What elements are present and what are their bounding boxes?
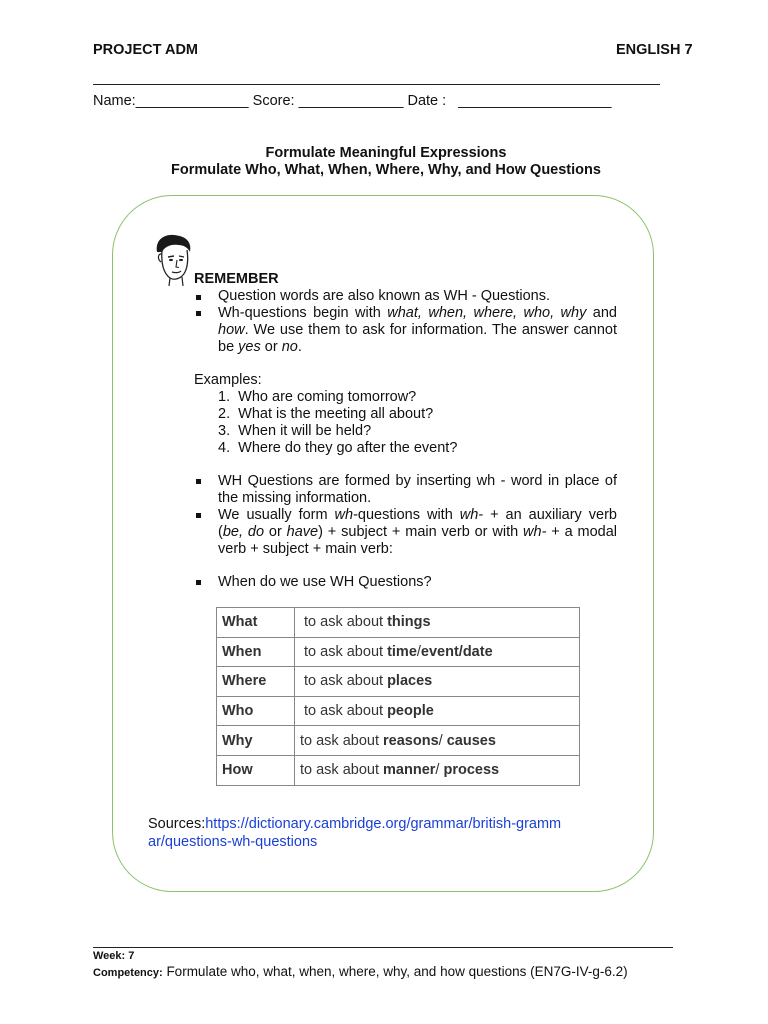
lesson-subtitle: Formulate Who, What, When, Where, Why, and How Questions bbox=[171, 162, 601, 178]
table-row bbox=[217, 696, 580, 726]
wh-usage-cell: to ask about time/event/date bbox=[295, 637, 580, 667]
date-blank[interactable]: ___________________ bbox=[458, 93, 612, 109]
table-row bbox=[217, 726, 580, 756]
wh-usage-cell: to ask about places bbox=[295, 667, 580, 697]
source-link[interactable]: https://dictionary.cambridge.org/grammar/british-grammar/questions-wh-questions bbox=[148, 816, 562, 850]
bullet-marker bbox=[196, 580, 201, 585]
face-illustration-icon bbox=[148, 232, 196, 288]
project-title: PROJECT ADM bbox=[93, 42, 198, 58]
week-label: Week: 7 bbox=[93, 950, 135, 962]
wh-word-cell: Who bbox=[217, 696, 295, 726]
example-item: 4. Where do they go after the event? bbox=[218, 440, 458, 456]
bullet-wh-formed: WH Questions are formed by inserting wh - word in place of the missing information. bbox=[218, 473, 617, 506]
subject-title: ENGLISH 7 bbox=[616, 42, 693, 58]
table-row bbox=[217, 667, 580, 697]
lesson-title: Formulate Meaningful Expressions bbox=[265, 145, 507, 161]
bullet-marker bbox=[196, 295, 201, 300]
wh-word-cell: When bbox=[217, 637, 295, 667]
wh-word-cell: Where bbox=[217, 667, 295, 697]
table-row bbox=[217, 755, 580, 785]
bullet-marker bbox=[196, 311, 201, 316]
student-info-row bbox=[93, 93, 612, 109]
wh-word-cell: What bbox=[217, 608, 295, 638]
score-label: Score: bbox=[252, 93, 295, 109]
example-item: 3. When it will be held? bbox=[218, 423, 372, 439]
wh-word-cell: How bbox=[217, 755, 295, 785]
name-blank[interactable]: ______________ bbox=[135, 93, 249, 109]
examples-label: Examples: bbox=[194, 372, 262, 388]
sources-citation bbox=[148, 815, 568, 851]
example-item: 1. Who are coming tomorrow? bbox=[218, 389, 417, 405]
date-label: Date : bbox=[407, 93, 447, 109]
wh-questions-table bbox=[216, 607, 580, 786]
score-blank[interactable]: _____________ bbox=[298, 93, 404, 109]
competency-text: Formulate who, what, when, where, why, and how questions (EN7G-IV-g-6.2) bbox=[162, 964, 628, 979]
bullet-wh-begin: Wh-questions begin with what, when, where, who, why and how. We use them to ask for information. The answer cannot be yes or no. bbox=[218, 305, 618, 355]
bullet-question-words: Question words are also known as WH - Questions. bbox=[218, 288, 551, 304]
wh-usage-cell: to ask about reasons/ causes bbox=[295, 726, 580, 756]
table-row bbox=[217, 608, 580, 638]
table-row bbox=[217, 637, 580, 667]
wh-word-cell: Why bbox=[217, 726, 295, 756]
bullet-when-use: When do we use WH Questions? bbox=[218, 574, 432, 590]
example-item: 2. What is the meeting all about? bbox=[218, 406, 434, 422]
wh-usage-cell: to ask about manner/ process bbox=[295, 755, 580, 785]
remember-heading: REMEMBER bbox=[194, 271, 279, 287]
sources-label: Sources: bbox=[148, 816, 206, 832]
name-label: Name: bbox=[93, 93, 136, 109]
competency-line bbox=[93, 964, 628, 979]
wh-usage-cell: to ask about people bbox=[295, 696, 580, 726]
header-divider bbox=[93, 84, 660, 85]
bullet-marker bbox=[196, 513, 201, 518]
footer-divider bbox=[93, 947, 673, 948]
wh-usage-cell: to ask about things bbox=[295, 608, 580, 638]
bullet-marker bbox=[196, 479, 201, 484]
competency-label: Competency: bbox=[93, 967, 163, 979]
bullet-wh-form: We usually form wh-questions with wh- + an auxiliary verb (be, do or have) + subject + main verb or with wh- + a modal verb + subject + main verb: bbox=[218, 507, 618, 557]
